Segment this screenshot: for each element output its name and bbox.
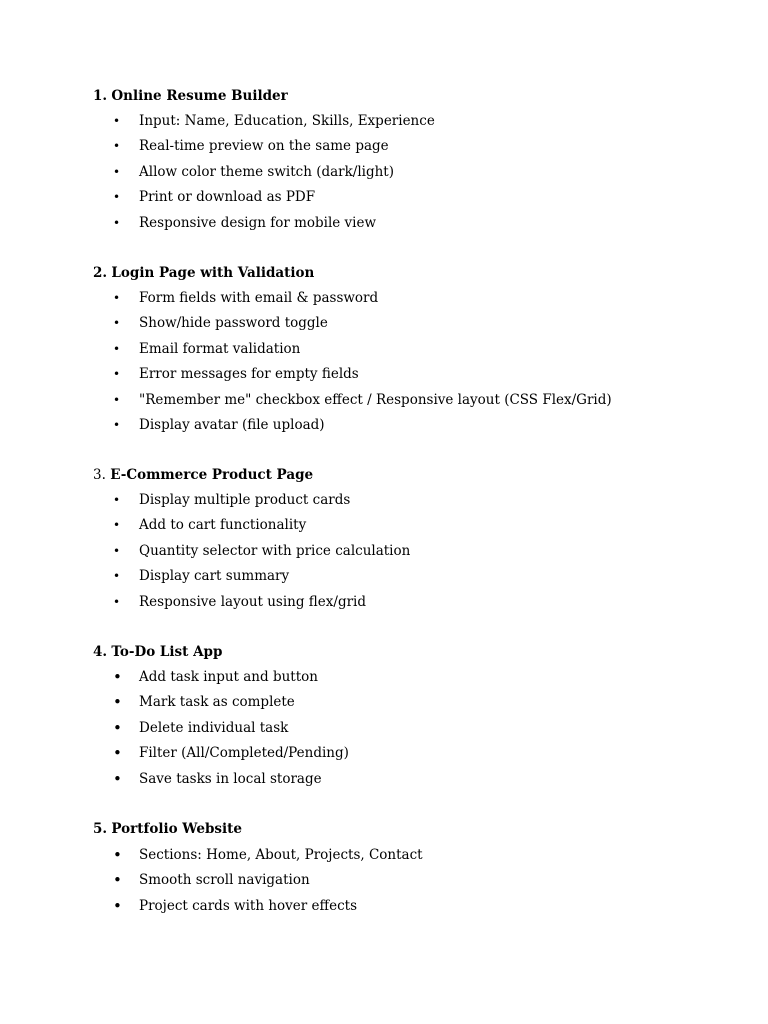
bullet-list — [93, 113, 733, 240]
bullet-icon: • — [113, 392, 121, 407]
bullet-icon: • — [113, 215, 121, 230]
bullet-list — [93, 669, 733, 796]
bullet-icon: • — [113, 668, 122, 686]
section-portfolio-website — [93, 821, 733, 923]
list-item — [93, 341, 733, 366]
list-item — [93, 366, 733, 391]
section-title: To-Do List App — [111, 644, 223, 660]
list-item-text: Display multiple product cards — [139, 492, 351, 508]
list-item — [93, 138, 733, 163]
bullet-icon: • — [113, 493, 121, 507]
section-login-page — [93, 265, 733, 442]
bullet-icon: • — [113, 518, 121, 533]
list-item — [93, 164, 733, 189]
list-item-text: Filter (All/Completed/Pending) — [139, 745, 349, 762]
list-item — [93, 694, 733, 719]
list-item-text: Responsive layout using flex/grid — [139, 593, 367, 610]
section-title: Login Page with Validation — [111, 265, 315, 281]
list-item-text: Display avatar (file upload) — [139, 416, 325, 433]
bullet-icon: • — [113, 569, 121, 584]
bullet-icon: • — [113, 316, 121, 331]
bullet-icon: • — [113, 718, 122, 737]
section-number: 1. — [93, 88, 108, 104]
list-item-text: Smooth scroll navigation — [139, 872, 310, 889]
list-item — [93, 669, 733, 694]
bullet-icon: • — [113, 769, 122, 788]
list-item-text: Delete individual task — [139, 719, 289, 736]
bullet-icon: • — [113, 190, 121, 205]
list-item — [93, 745, 733, 770]
list-item-text: Project cards with hover effects — [139, 897, 357, 914]
bullet-icon: • — [113, 291, 121, 305]
list-item — [93, 417, 733, 442]
list-item-text: Print or download as PDF — [139, 189, 316, 206]
list-item — [93, 113, 733, 138]
section-number: 5. — [93, 821, 108, 837]
bullet-icon: • — [113, 896, 122, 915]
list-item-text: Add task input and button — [139, 669, 318, 685]
list-item-text: Save tasks in local storage — [139, 770, 322, 787]
section-title: Online Resume Builder — [111, 88, 288, 104]
list-item-text: Input: Name, Education, Skills, Experience — [139, 113, 435, 129]
list-item — [93, 315, 733, 340]
bullet-icon: • — [113, 417, 121, 432]
list-item-text: Form fields with email & password — [139, 290, 379, 306]
section-heading — [93, 821, 733, 837]
list-item — [93, 290, 733, 315]
bullet-icon: • — [113, 367, 121, 382]
list-item — [93, 189, 733, 214]
bullet-icon: • — [113, 164, 121, 179]
bullet-icon: • — [113, 139, 121, 154]
list-item — [93, 492, 733, 517]
section-number: 2. — [93, 265, 108, 281]
section-e-commerce-product-page — [93, 467, 733, 619]
bullet-list — [93, 847, 733, 923]
bullet-icon: • — [113, 543, 121, 558]
section-title: E-Commerce Product Page — [110, 467, 314, 483]
bullet-icon: • — [113, 594, 121, 609]
list-item-text: Email format validation — [139, 340, 301, 357]
section-number: 3. — [93, 467, 106, 483]
bullet-icon: • — [113, 871, 122, 890]
section-heading — [93, 467, 733, 483]
bullet-list — [93, 290, 733, 442]
bullet-list — [93, 492, 733, 619]
bullet-icon: • — [113, 693, 122, 712]
list-item-text: Add to cart functionality — [139, 517, 307, 534]
list-item-text: "Remember me" checkbox effect / Responsive layout (CSS Flex/Grid) — [139, 391, 612, 408]
section-number: 4. — [93, 644, 108, 660]
list-item-text: Real-time preview on the same page — [139, 138, 389, 155]
section-online-resume-builder — [93, 88, 733, 240]
bullet-icon: • — [113, 744, 122, 763]
list-item — [93, 517, 733, 542]
section-to-do-list-app — [93, 644, 733, 796]
list-item-text: Show/hide password toggle — [139, 315, 328, 332]
bullet-icon: • — [113, 114, 121, 128]
section-heading — [93, 88, 733, 104]
list-item — [93, 872, 733, 897]
bullet-icon: • — [113, 341, 121, 356]
section-title: Portfolio Website — [111, 821, 242, 837]
list-item — [93, 594, 733, 619]
list-item — [93, 771, 733, 796]
list-item-text: Display cart summary — [139, 568, 290, 585]
list-item — [93, 898, 733, 923]
list-item — [93, 543, 733, 568]
list-item-text: Allow color theme switch (dark/light) — [139, 163, 395, 180]
list-item — [93, 392, 733, 417]
list-item-text: Mark task as complete — [139, 694, 295, 711]
bullet-icon: • — [113, 846, 122, 864]
list-item-text: Responsive design for mobile view — [139, 214, 377, 231]
list-item-text: Sections: Home, About, Projects, Contact — [139, 847, 423, 863]
list-item — [93, 720, 733, 745]
section-heading — [93, 644, 733, 660]
list-item — [93, 568, 733, 593]
list-item — [93, 215, 733, 240]
list-item-text: Error messages for empty fields — [139, 366, 359, 383]
list-item — [93, 847, 733, 872]
list-item-text: Quantity selector with price calculation — [139, 542, 411, 559]
section-heading — [93, 265, 733, 281]
